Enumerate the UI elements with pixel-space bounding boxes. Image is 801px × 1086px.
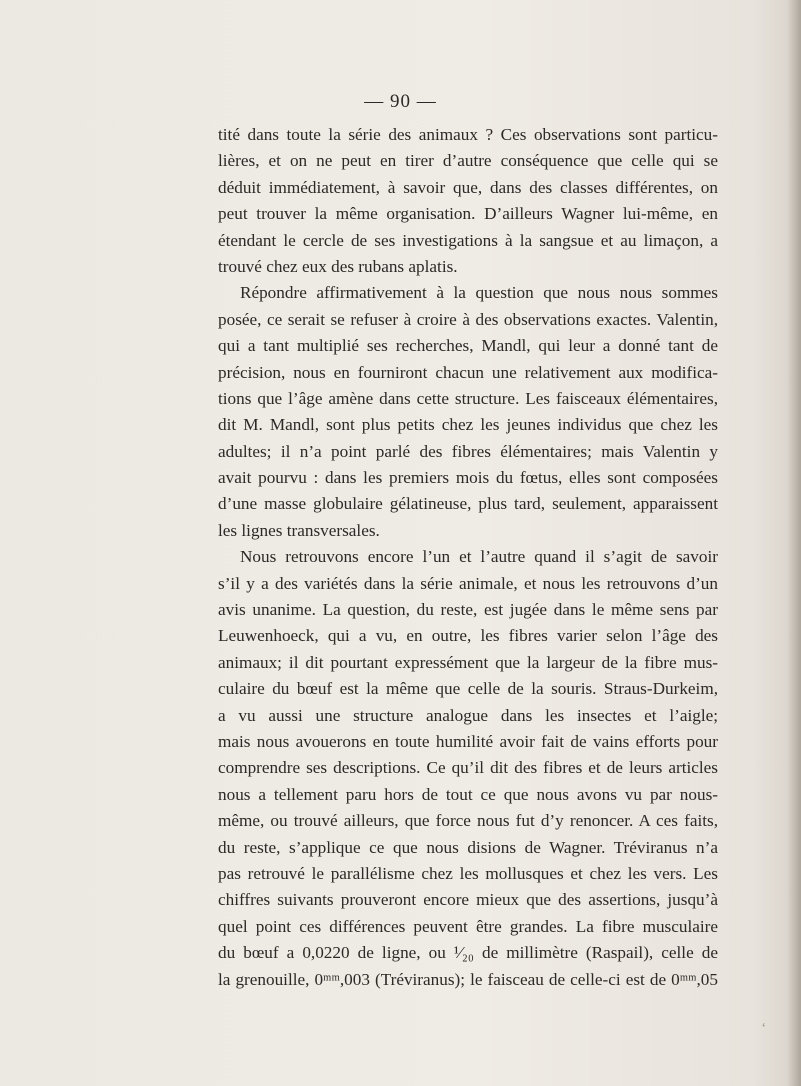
text-line: du bœuf a 0,0220 de ligne, ou ¹⁄₂₀ de millimètre (Raspail), celle de <box>218 943 718 963</box>
text-line: chiffres suivants prouveront encore mieux que des assertions, jusqu’à <box>218 890 718 910</box>
text-line: comprendre ses descriptions. Ce qu’il dit des fibres et de leurs articles <box>218 758 718 778</box>
text-line: animaux; il dit pourtant expressément que la largeur de la fibre mus- <box>218 652 718 672</box>
text-line: nous a tellement paru hors de tout ce que nous avons vu par nous- <box>218 784 718 804</box>
text-line: mais nous avouerons en toute humilité avoir fait de vains efforts pour <box>218 731 718 751</box>
text-line: précision, nous en fourniront chacun une relativement aux modifica- <box>218 362 718 382</box>
text-line: Leuwenhoeck, qui a vu, en outre, les fibres varier selon l’âge des <box>218 626 718 646</box>
text-line: avis unanime. La question, du reste, est jugée dans le même sens par <box>218 600 718 620</box>
text-line: qui a tant multiplié ses recherches, Mandl, qui leur a donné tant de <box>218 336 718 356</box>
text-line: trouvé chez eux des rubans aplatis. <box>218 256 458 276</box>
text-line: du reste, s’applique ce que nous disions de Wagner. Tréviranus n’a <box>218 837 718 857</box>
text-line: tité dans toute la série des animaux ? Ces observations sont particu- <box>218 125 718 144</box>
text-line: étendant le cercle de ses investigations à la sangsue et au limaçon, a <box>218 230 718 250</box>
margin-mark: ‘ <box>761 1021 766 1036</box>
text-line: même, ou trouvé ailleurs, que force nous fut d’y renoncer. A ces faits, <box>218 811 718 831</box>
text-line: les lignes transversales. <box>218 520 380 540</box>
text-line: posée, ce serait se refuser à croire à des observations exactes. Valentin, <box>218 309 718 329</box>
text-line: dit M. Mandl, sont plus petits chez les jeunes individus que chez les <box>218 415 718 435</box>
text-line: adultes; il n’a point parlé des fibres élémentaires; mais Valentin y <box>218 441 718 461</box>
text-line: culaire du bœuf est la même que celle de la souris. Straus-Durkeim, <box>218 679 718 699</box>
text-line: peut trouver la même organisation. D’ailleurs Wagner lui-même, en <box>218 204 718 224</box>
page-edge-shadow <box>787 0 801 1086</box>
page-number: — 90 — <box>364 91 437 112</box>
text-line: lières, et on ne peut en tirer d’autre conséquence que celle qui se <box>218 151 718 171</box>
text-line: Répondre affirmativement à la question que nous nous sommes <box>240 283 718 303</box>
text-line: Nous retrouvons encore l’un et l’autre quand il s’agit de savoir <box>240 547 718 567</box>
text-line: avait pourvu : dans les premiers mois du fœtus, elles sont composées <box>218 468 718 488</box>
text-line: la grenouille, 0ᵐᵐ,003 (Tréviranus); le faisceau de celle-ci est de 0ᵐᵐ,05 <box>218 969 718 989</box>
text-line: d’une masse globulaire gélatineuse, plus tard, seulement, apparaissent <box>218 494 718 514</box>
text-line: a vu aussi une structure analogue dans les insectes et l’aigle; <box>218 705 718 725</box>
text-line: pas retrouvé le parallélisme chez les mollusques et chez les vers. Les <box>218 863 718 883</box>
text-line: quel point ces différences peuvent être grandes. La fibre musculaire <box>218 916 718 936</box>
text-line: déduit immédiatement, à savoir que, dans des classes différentes, on <box>218 177 718 197</box>
body-text <box>218 122 718 993</box>
text-line: s’il y a des variétés dans la série animale, et nous les retrouvons d’un <box>218 573 718 593</box>
text-line: tions que l’âge amène dans cette structure. Les faisceaux élémentaires, <box>218 388 718 408</box>
